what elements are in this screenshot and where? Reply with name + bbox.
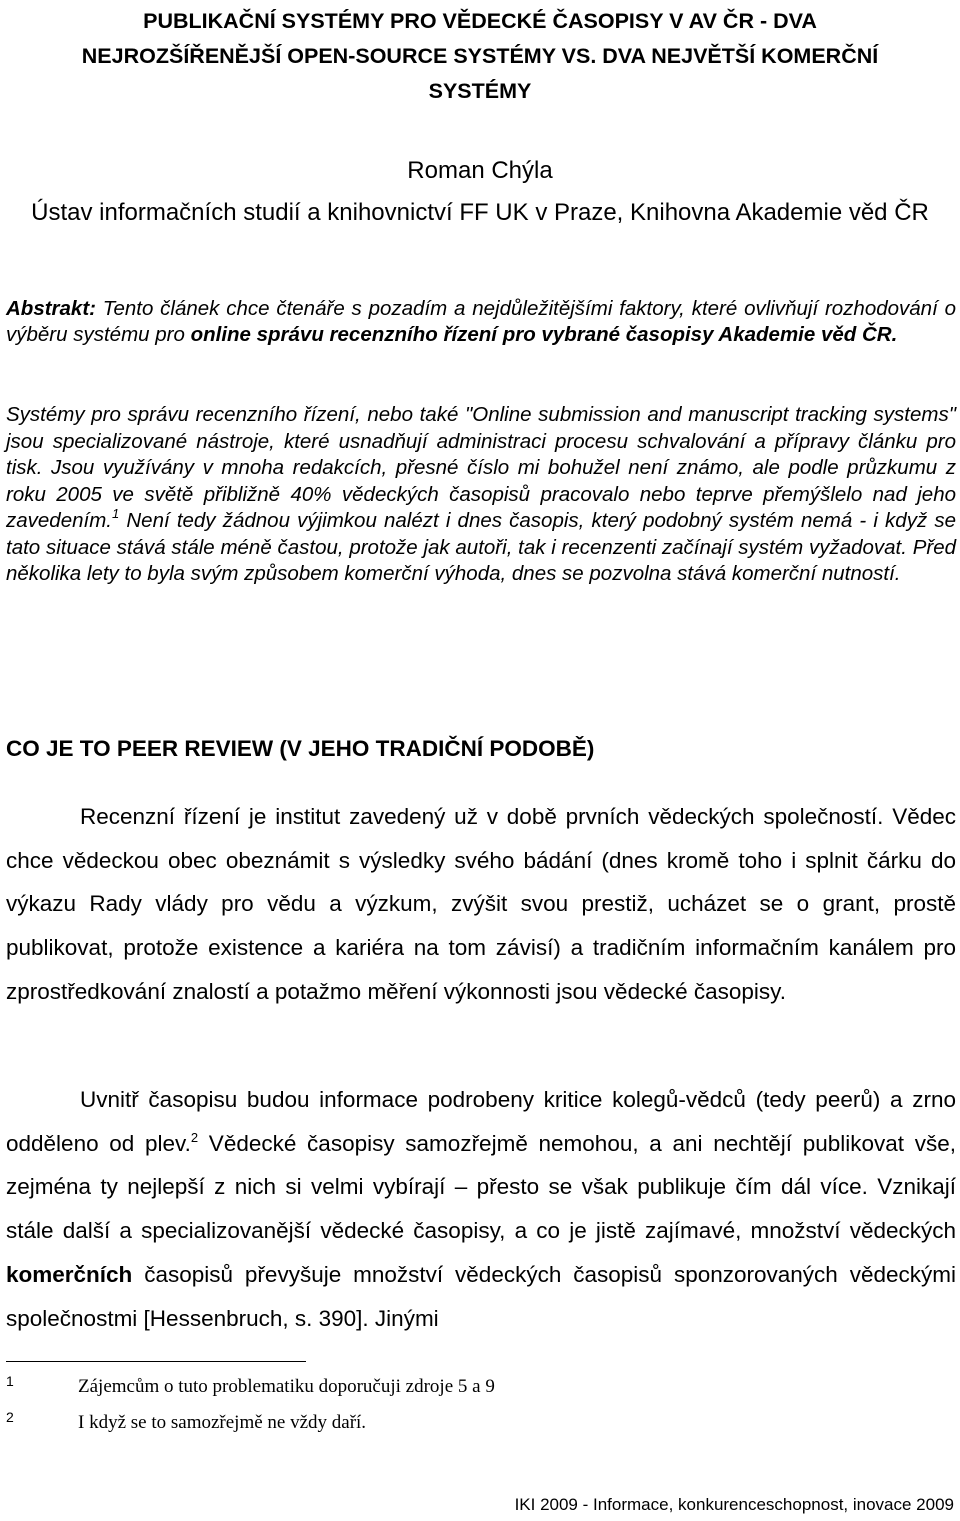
abstract-text-1-bold: online správu recenzního řízení pro vybrané časopisy Akademie věd ČR. [190, 323, 898, 346]
body-text-2-bold: komerčních [6, 1261, 133, 1287]
paper-title [0, 4, 960, 109]
abstract-paragraph-2 [6, 402, 956, 588]
section-heading: CO JE TO PEER REVIEW (V JEHO TRADIČNÍ PODOBĚ) [6, 736, 595, 761]
abstract-text-2a: Systémy pro správu recenzního řízení, nebo také "Online submission and manuscript tracking systems" jsou specializované nástroje, které usnadňují administraci procesu schvalování a přípravy článku pro tisk. Jsou využívány v mnoha redakcích, přesné číslo mi bohužel není známo, ale podle průzkumu z roku 2005 ve světě přibližně 40% vědeckých časopisů pracovalo nebo teprve přemýšlelo nad jeho zavedením. [6, 403, 956, 532]
author-name: Roman Chýla [407, 157, 553, 184]
footnote-number-2: 2 [6, 1409, 14, 1425]
body-paragraph-2 [6, 1078, 956, 1340]
footnote-divider [6, 1361, 306, 1362]
author-affiliation: Ústav informačních studií a knihovnictví FF UK v Praze, Knihovna Akademie věd ČR [31, 199, 929, 226]
title-line-2: NEJROZŠÍŘENĚJŠÍ OPEN-SOURCE SYSTÉMY VS. DVA NEJVĚTŠÍ KOMERČNÍ [81, 44, 879, 68]
abstract-label: Abstrakt: [6, 297, 96, 320]
footnote-text-2: I když se to samozřejmě ne vždy daří. [78, 1412, 367, 1433]
page-footer: IKI 2009 - Informace, konkurenceschopnost, inovace 2009 [514, 1495, 954, 1514]
body-paragraph-1: Recenzní řízení je institut zavedený už v době prvních vědeckých společností. Vědec chce vědeckou obec obeznámit s výsledky svého bádání (dnes kromě toho i splnit čárku do výkazu Rady vlády pro vědu a výzkum, zvýšit svou prestiž, ucházet se o grant, prostě publikovat, protože existence a kariéra na tom závisí) a tradičním informačním kanálem pro zprostředkování znalostí a potažmo měření výkonnosti jsou vědecké časopisy. [6, 804, 956, 1004]
abstract-text-2b: Není tedy žádnou výjimkou nalézt i dnes časopis, který podobný systém nemá - i když se tato situace stává stále méně častou, protože jak autoři, tak i recenzenti začínají systém vyžadovat. Před několika lety to byla svým způsobem komerční výhoda, dnes se pozvolna stává komerční nutností. [6, 509, 956, 585]
abstract-paragraph-1 [6, 296, 956, 348]
title-line-1: PUBLIKAČNÍ SYSTÉMY PRO VĚDECKÉ ČASOPISY V AV ČR - DVA [143, 9, 817, 33]
title-line-3: SYSTÉMY [428, 79, 532, 103]
body-text-2c: časopisů převyšuje množství vědeckých časopisů sponzorovaných vědeckými společnostmi [Hessenbruch, s. 390]. Jinými [6, 1261, 956, 1331]
body-text-2b: Vědecké časopisy samozřejmě nemohou, a ani nechtějí publikovat vše, zejména ty nejlepší z nich si velmi vybírají – přesto se však publikuje čím dál více. Vznikají stále další a specializovanější vědecké časopisy, a co je jistě zajímavé, množství vědeckých [6, 1130, 957, 1244]
footnote-number-1: 1 [6, 1373, 14, 1389]
footnote-text-1: Zájemcům o tuto problematiku doporučuji zdroje 5 a 9 [78, 1376, 495, 1397]
body-text-2a: Uvnitř časopisu budou informace podrobeny kritice kolegů-vědců (tedy peerů) a zrno odděleno od plev. [6, 1087, 956, 1156]
abstract-text-1: Tento článek chce čtenáře s pozadím a nejdůležitějšími faktory, které ovlivňují rozhodování o výběru systému pro [6, 297, 956, 346]
footnote-ref-2[interactable]: 2 [190, 1129, 199, 1145]
footnote-ref-1[interactable]: 1 [111, 506, 120, 521]
